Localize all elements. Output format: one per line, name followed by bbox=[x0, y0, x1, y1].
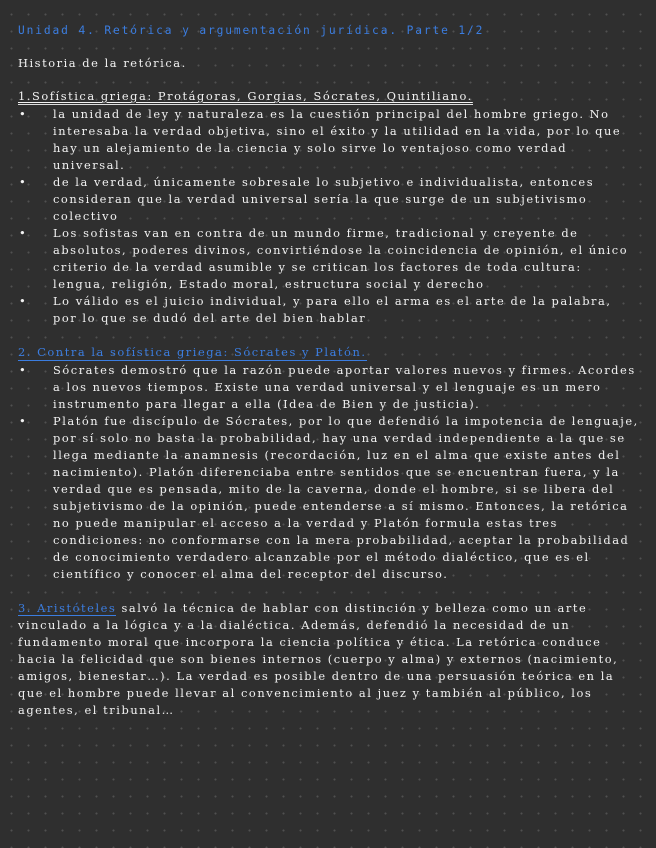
list-item-text: de la verdad, únicamente sobresale lo subjetivo e individualista, entonces consideran que la verdad universal sería la que surge de un subjetivismo colectivo bbox=[53, 175, 595, 223]
section-aristoteles bbox=[18, 600, 640, 719]
section-heading-sofistica: 1.Sofística griega: Protágoras, Gorgias, Sócrates, Quintiliano. bbox=[18, 89, 473, 103]
bullet-list-sofistica bbox=[18, 106, 640, 327]
list-item-text: Lo válido es el juicio individual, y para ello el arma es el arte de la palabra, por lo que se dudó del arte del bien hablar bbox=[53, 294, 612, 325]
section-heading-contra-sofistica: 2. Contra la sofística griega: Sócrates y Platón. bbox=[18, 345, 367, 359]
bullet-icon: • bbox=[19, 226, 28, 240]
document-title: Unidad 4. Retórica y argumentación jurídica. Parte 1/2 bbox=[18, 24, 485, 37]
bullet-icon: • bbox=[19, 294, 28, 308]
section-sofistica bbox=[18, 88, 640, 327]
bullet-icon: • bbox=[19, 414, 28, 428]
list-item-text: Sócrates demostró que la razón puede aportar valores nuevos y firmes. Acordes a los nuevos tiempos. Existe una verdad universal y el lenguaje es un mero instrumento para llegar a ella (Idea de Bien y de justicia). bbox=[53, 363, 636, 411]
list-item bbox=[18, 293, 640, 327]
list-item bbox=[18, 413, 640, 583]
bullet-icon: • bbox=[19, 107, 28, 121]
bullet-icon: • bbox=[19, 363, 28, 377]
document-page bbox=[18, 22, 640, 736]
document-subtitle: Historia de la retórica. bbox=[18, 56, 187, 70]
list-item-text: la unidad de ley y naturaleza es la cuestión principal del hombre griego. No interesaba la verdad objetiva, sino el éxito y la utilidad en la vida, por lo que hay un alejamiento de la ciencia y solo sirve lo ventajoso como verdad universal. bbox=[53, 107, 622, 172]
list-item-text: Platón fue discípulo de Sócrates, por lo que defendió la impotencia de lenguaje, por sí solo no basta la probabilidad, hay una verdad independiente a la que se llega mediante la anamnesis (recordación, luz en el alma que existe antes del nacimiento). Platón diferenciaba entre sentidos que se encuentran fuera, y la verdad que es pensada, mito de la caverna, donde el hombre, si se libera del subjetivismo de la opinión, puede entenderse a sí mismo. Entonces, la retórica no puede manipular el acceso a la verdad y Platón formula estas tres condiciones: no conformarse con la mera probabilidad, aceptar la probabilidad de conocimiento verdadero alcanzable por el método dialéctico, que es el científico y conocer el alma del receptor del discurso. bbox=[53, 414, 639, 581]
paragraph-aristoteles: salvó la técnica de hablar con distinción y belleza como un arte vinculado a la lógica y a la dialéctica. Además, defendió la necesidad de un fundamento moral que incorpora la ciencia política y ética. La retórica conduce hacia la felicidad que son bienes internos (cuerpo y alma) y externos (nacimiento, amigos, bienestar…). La verdad es posible dentro de una persuasión teórica en la que el hombre puede llevar al convencimiento al juez y también al público, los agentes, el tribunal… bbox=[18, 601, 619, 717]
list-item bbox=[18, 362, 640, 413]
section-heading-aristoteles: 3. Aristóteles bbox=[18, 601, 117, 615]
section-contra-sofistica bbox=[18, 344, 640, 583]
list-item-text: Los sofistas van en contra de un mundo firme, tradicional y creyente de absolutos, poderes divinos, convirtiéndose la coincidencia de opinión, el único criterio de la verdad asumible y se critican los factores de toda cultura: lengua, religión, Estado moral, estructura social y derecho bbox=[53, 226, 629, 291]
list-item bbox=[18, 225, 640, 293]
list-item bbox=[18, 174, 640, 225]
bullet-icon: • bbox=[19, 175, 28, 189]
bullet-list-contra-sofistica bbox=[18, 362, 640, 583]
list-item bbox=[18, 106, 640, 174]
